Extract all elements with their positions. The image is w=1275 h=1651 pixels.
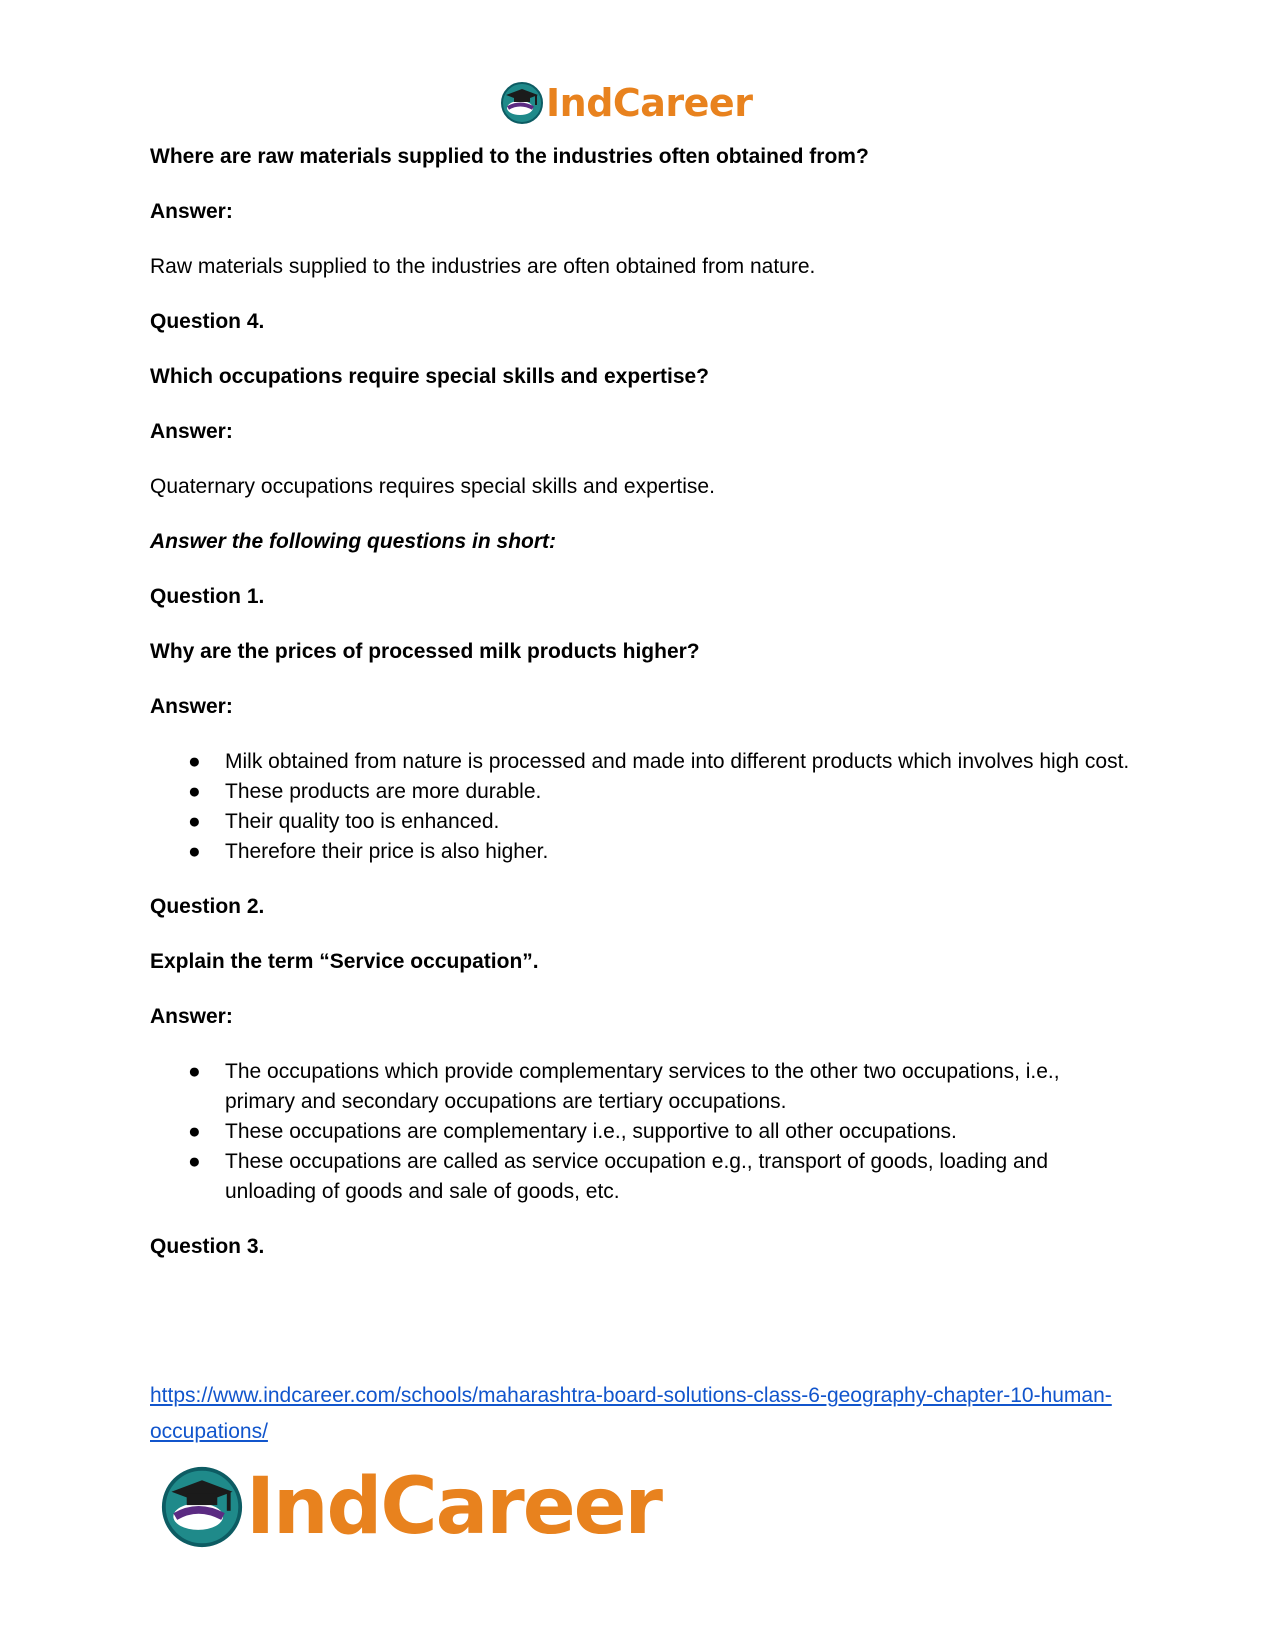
bullet-icon: ● — [188, 1060, 201, 1083]
question-label: Question 3. — [150, 1235, 265, 1258]
list-item-text: Therefore their price is also higher. — [225, 840, 549, 863]
source-link-block — [150, 1378, 1140, 1450]
bullet-icon: ● — [188, 810, 201, 833]
answer-text: Quaternary occupations requires special skills and expertise. — [150, 475, 715, 498]
list-item — [150, 1147, 1130, 1207]
answer-label: Answer: — [150, 200, 233, 223]
logo-wordmark: IndCareer — [246, 1462, 661, 1552]
list-item-text: These products are more durable. — [225, 780, 542, 803]
question-text: Which occupations require special skills and expertise? — [150, 365, 710, 388]
answer-label: Answer: — [150, 420, 233, 443]
list-item-text: The occupations which provide complementary services to the other two occupations, i.e., primary and secondary occupations are tertiary occupations. — [225, 1060, 1060, 1113]
question-label: Question 1. — [150, 585, 265, 608]
list-item-text: These occupations are complementary i.e., supportive to all other occupations. — [225, 1120, 957, 1143]
answer-bullet-list — [150, 1057, 1130, 1207]
document-content — [150, 142, 1130, 1287]
answer-text: Raw materials supplied to the industries are often obtained from nature. — [150, 255, 816, 278]
graduation-cap-emblem-icon — [500, 81, 544, 125]
list-item — [150, 1057, 1130, 1117]
question-label: Question 2. — [150, 895, 265, 918]
list-item — [150, 747, 1130, 777]
list-item — [150, 1117, 1130, 1147]
graduation-cap-emblem-icon — [160, 1465, 244, 1549]
answer-label: Answer: — [150, 695, 233, 718]
section-heading: Answer the following questions in short: — [150, 530, 557, 553]
list-item-text: Milk obtained from nature is processed and made into different products which involves high cost. — [225, 750, 1130, 773]
list-item-text: These occupations are called as service occupation e.g., transport of goods, loading and unloading of goods and sale of goods, etc. — [225, 1150, 1049, 1203]
bullet-icon: ● — [188, 750, 201, 773]
answer-bullet-list — [150, 747, 1130, 867]
list-item — [150, 837, 1130, 867]
question-text: Explain the term “Service occupation”. — [150, 950, 539, 973]
header-logo — [500, 78, 752, 128]
list-item — [150, 807, 1130, 837]
question-text: Where are raw materials supplied to the industries often obtained from? — [150, 145, 869, 168]
list-item-text: Their quality too is enhanced. — [225, 810, 500, 833]
bullet-icon: ● — [188, 780, 201, 803]
answer-label: Answer: — [150, 1005, 233, 1028]
bullet-icon: ● — [188, 1150, 201, 1173]
footer-logo — [160, 1462, 661, 1552]
source-url-link[interactable]: https://www.indcareer.com/schools/maharashtra-board-solutions-class-6-geography-chapter-10-human-occupations/ — [150, 1384, 1112, 1443]
list-item — [150, 777, 1130, 807]
question-label: Question 4. — [150, 310, 265, 333]
bullet-icon: ● — [188, 1120, 201, 1143]
question-text: Why are the prices of processed milk products higher? — [150, 640, 700, 663]
bullet-icon: ● — [188, 840, 201, 863]
logo-wordmark: IndCareer — [546, 81, 753, 125]
